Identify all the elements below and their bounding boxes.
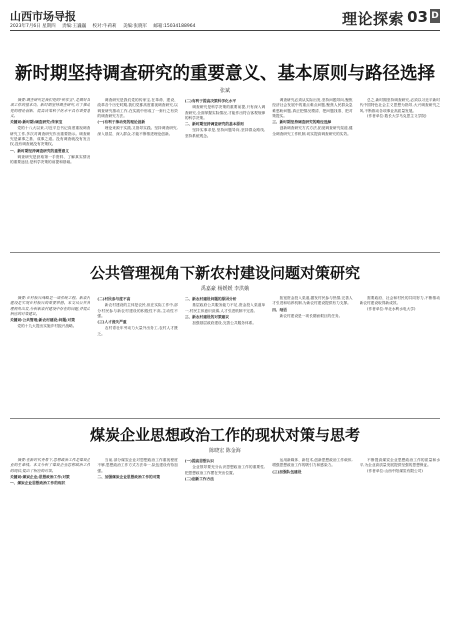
body-paragraph: 拓宽资金投入渠道,激发村民参与热情,完善人才引进和培养机制,为新农村建设提供有力支撑。 bbox=[272, 296, 353, 306]
body-paragraph: (作者单位:山西中阳煤炭有限公司) bbox=[367, 468, 423, 473]
section-heading: (二)村民参与度不高 bbox=[97, 297, 131, 301]
body-paragraph: 加强基层政府建设,完善公共服务体系。 bbox=[192, 321, 257, 326]
body-paragraph: 调查研究是我们党的传家宝,在革命、建设、改革各个历史时期,我们党都高度重视调查研究,以调查研究推动工作,在实践中形成了一套行之有效的调查研究方法。 bbox=[97, 98, 178, 118]
section-heading: 关键词:公共管理;新农村建设;问题;对策 bbox=[10, 318, 75, 323]
body-paragraph: 不断提高煤炭企业思想政治工作的质量和水平,为企业高质量发展提供坚强的思想保证。 bbox=[359, 458, 441, 468]
section-heading: (一)提高思想认识 bbox=[184, 459, 214, 463]
body-paragraph: (作者单位:数长大学马克思主义学院) bbox=[367, 113, 427, 118]
issue-info bbox=[10, 23, 200, 29]
abstract-paragraph: 摘要:调查研究是我们党的"传家宝",是做好各项工作的基本功。新时期坚持调查研究,对于推动党的理论创新、提高决策科学化水平具有重要意义。 bbox=[10, 98, 91, 118]
article-column bbox=[360, 458, 440, 638]
body-paragraph: 调查研究是科学决策的重要前提,只有深入调查研究,全面掌握实际情况,才能作出符合客观规律的科学决策。 bbox=[184, 105, 266, 120]
body-paragraph: 新农村建设的主体是农民,但在实际工作中,部分村民参与新农村建设的积极性不高,主动性不强。 bbox=[97, 303, 178, 318]
section-heading: (一)有利于推动党的理论创新 bbox=[97, 120, 146, 125]
section-heading: 三、新农村建设的对策建议 bbox=[184, 314, 230, 319]
section-heading: 二、加强煤炭企业思想政治工作的对策 bbox=[97, 474, 161, 479]
body-paragraph: 创新调查研究方式方法,拓宽调查研究渠道,健全调查研究工作机制,切实提高调查研究的实效。 bbox=[272, 126, 353, 136]
article-column bbox=[272, 98, 352, 248]
article-column bbox=[272, 296, 352, 414]
abstract-paragraph: 摘要:乡村振兴战略是一项系统工程。新农村建设是实现乡村振兴的重要举措。本文从公共管理视角出发,分析新农村建设中存在的问题,并提出相应的对策建议。 bbox=[10, 296, 91, 316]
article-column bbox=[97, 458, 177, 638]
body-paragraph: 企业领导要充分认识思想政治工作的重要性,把思想政治工作摆在突出位置。 bbox=[184, 465, 266, 475]
article-byline: 陈晓宏 陈金海 bbox=[209, 448, 241, 454]
section-heading: 四、结语 bbox=[272, 307, 287, 312]
section-heading: 关键词:新时期;调查研究;传家宝 bbox=[10, 120, 63, 125]
article-columns bbox=[10, 296, 440, 414]
article bbox=[10, 60, 440, 242]
article-column bbox=[10, 98, 90, 248]
article-column bbox=[97, 296, 177, 414]
article bbox=[10, 424, 440, 634]
section-heading: 二、新时期坚持调查研究的基本原则 bbox=[184, 122, 244, 127]
section-title: 理论探索 bbox=[341, 10, 404, 28]
body-paragraph: (作者单位:华北水利水电大学) bbox=[367, 306, 416, 311]
article-columns bbox=[10, 98, 440, 248]
section-heading: 一、煤炭企业思想政治工作的现状 bbox=[10, 481, 66, 486]
body-paragraph: 坚持实事求是,坚持问题导向,坚持群众路线,坚持系统观念。 bbox=[184, 128, 266, 138]
section-heading: (三)加强队伍建设 bbox=[272, 469, 302, 474]
section-heading: 三、新时期坚持调查研究的路径选择 bbox=[272, 120, 332, 125]
issue-editor: 责编:王巍巍 bbox=[62, 24, 87, 29]
article-column bbox=[272, 458, 352, 638]
body-paragraph: 农村青壮年劳动力大量外出务工,农村人才匮乏。 bbox=[97, 326, 178, 336]
body-paragraph: 调查研究是获取第一手资料、了解真实情况的重要途径,是科学决策的前提和基础。 bbox=[10, 154, 91, 165]
article-column bbox=[185, 458, 265, 638]
section-heading: (三)人才流失严重 bbox=[97, 320, 127, 325]
article-column bbox=[185, 98, 265, 248]
body-paragraph: 调查研究必须从实际出发,坚持问题导向,聚焦经济社会发展中的重点难点问题,聚焦人民群众急难愁盼问题,真正把情况摸清、把问题找准、把对策提实。 bbox=[272, 98, 353, 118]
page-letter-badge: D bbox=[431, 11, 439, 21]
abstract-paragraph: 摘要:在新时代背景下,思想政治工作是煤炭企业的生命线。本文分析了煤炭企业思想政治工作的现状,提出了相应的对策。 bbox=[10, 458, 91, 473]
article-column bbox=[185, 296, 265, 414]
article-divider bbox=[10, 252, 440, 253]
article-byline: 张斌 bbox=[219, 88, 230, 94]
section-heading: 关键词:煤炭企业;思想政治工作;对策 bbox=[10, 474, 70, 479]
body-paragraph: 总之,新时期坚持调查研究,必须以习近平新时代中国特色社会主义思想为指导,大兴调查研究之风,不断推动各项事业高质量发展。 bbox=[359, 98, 441, 113]
article-column bbox=[360, 296, 440, 414]
article-columns bbox=[10, 458, 440, 638]
article-column bbox=[97, 98, 177, 248]
section-heading: (二)创新工作方法 bbox=[184, 476, 214, 481]
section-heading: 一、新时期坚持调查研究的重要意义 bbox=[10, 148, 69, 153]
article-byline: 禹嘉豪 杨媛媛 李洪娥 bbox=[200, 286, 250, 292]
page-number: 03 bbox=[407, 8, 428, 26]
section-heading: (二)有利于提高决策科学化水平 bbox=[184, 99, 237, 103]
article bbox=[10, 262, 440, 412]
article-headline: 煤炭企业思想政治工作的现状对策与思考 bbox=[89, 426, 360, 444]
article-headline: 公共管理视角下新农村建设问题对策研究 bbox=[89, 264, 360, 282]
article-column bbox=[10, 458, 90, 638]
issue-date: 2023年7月6日 星期四 bbox=[10, 24, 56, 29]
body-paragraph: 当前,部分煤炭企业对思想政治工作重视程度不够,思想政治工作方式方法单一,队伍建设有待加强。 bbox=[97, 458, 178, 473]
issue-designer: 美编:张晓军 bbox=[122, 24, 148, 29]
article-headline: 新时期坚持调查研究的重要意义、基本原则与路径选择 bbox=[15, 64, 435, 84]
article-column bbox=[10, 296, 90, 414]
issue-proofreader: 校对:牛莉莉 bbox=[92, 24, 117, 29]
body-paragraph: 党的十九大提出实施乡村振兴战略。 bbox=[17, 324, 77, 329]
masthead bbox=[10, 6, 440, 40]
article-column bbox=[360, 98, 440, 248]
section-heading: 二、新农村建设问题的原因分析 bbox=[184, 297, 237, 301]
masthead-rule bbox=[10, 30, 440, 31]
body-paragraph: 理论来源于实践,又指导实践。坚持调查研究,深入基层、深入群众,才能不断推进理论创新。 bbox=[97, 126, 178, 136]
body-paragraph: 基层政府公共服务能力不足,资金投入渠道单一,村民主体意识淡薄,人才引进机制不完善。 bbox=[184, 303, 266, 313]
body-paragraph: 党的十八大以来,习近平总书记高度重视调查研究工作,多次对调查研究作出重要指示。调查研究是谋事之基、成事之道。没有调查就没有发言权,没有调查就没有决策权。 bbox=[10, 126, 91, 147]
issue-email: 邮箱:15034188964 bbox=[153, 24, 196, 29]
article-divider bbox=[10, 418, 440, 419]
body-paragraph: 需要政府、社会和村民的共同努力,不断推动新农村建设取得新成效。 bbox=[359, 296, 441, 306]
paper-name: 山西市场导报 bbox=[10, 10, 76, 23]
body-paragraph: 运用新媒体、新技术,创新思想政治工作载体,增强思想政治工作的吸引力和感染力。 bbox=[272, 458, 353, 468]
body-paragraph: 新农村建设是一项长期而艰巨的任务。 bbox=[279, 313, 343, 318]
